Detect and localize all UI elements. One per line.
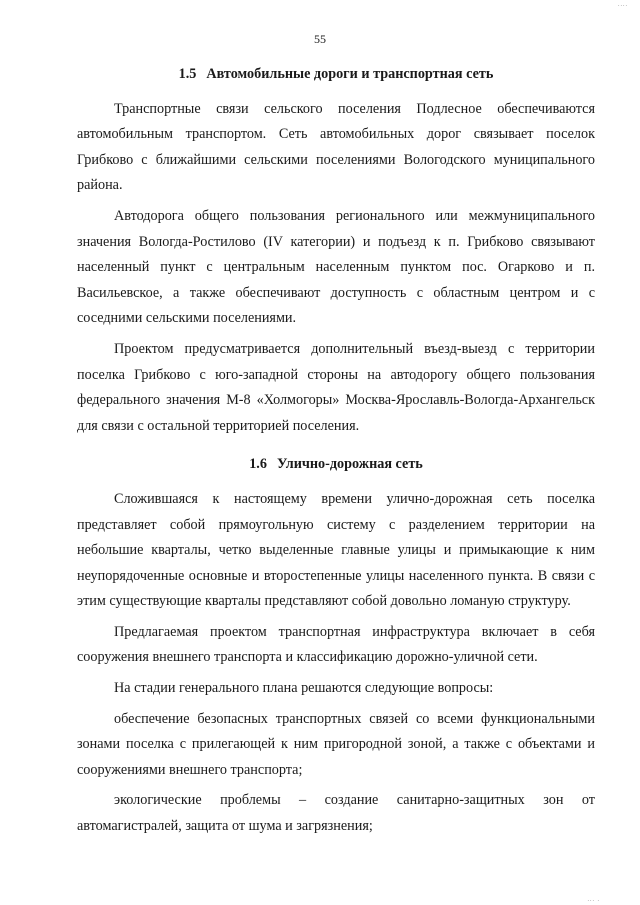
- page-content: [77, 58, 595, 840]
- paragraph: Автодорога общего пользования регионального или межмуниципального значения Вологда-Ростилово (IV категории) и подъезд к п. Грибково связывают населенный пункт с центральным населенным пунктом пос. Огарково и п. Васильевское, а также обеспечивают доступность с областным центром и с соседними сельскими поселениями.: [77, 207, 595, 327]
- section-number: 1.6: [249, 456, 267, 473]
- section-title: Автомобильные дороги и транспортная сеть: [206, 66, 494, 82]
- paragraph: Транспортные связи сельского поселения Подлесное обеспечиваются автомобильным транспортом. Сеть автомобильных дорог связывает поселок Грибково с ближайшими сельскими поселениями Вологодского муниципального района.: [77, 100, 595, 194]
- section-heading-1-6: [77, 452, 595, 478]
- paragraph: Предлагаемая проектом транспортная инфраструктура включает в себя сооружения внешнего транспорта и классификацию дорожно-уличной сети.: [77, 623, 595, 666]
- section-heading-1-5: [77, 62, 595, 88]
- section-title: Улично-дорожная сеть: [276, 456, 423, 473]
- scan-mark-bottom: ... .: [587, 897, 600, 903]
- list-paragraph: экологические проблемы – создание санитарно-защитных зон от автомагистралей, защита от шума и загрязнения;: [77, 792, 595, 835]
- page-number: 55: [314, 32, 326, 46]
- scan-mark-top: ....: [618, 2, 628, 8]
- paragraph: Проектом предусматривается дополнительный въезд-выезд с территории поселка Грибково с юго-западной стороны на автодорогу общего пользования федерального значения М-8 «Холмогоры» Москва-Ярославль-Вологда-Архангельск для связи с остальной территорией поселения.: [77, 340, 595, 434]
- section-number: 1.5: [178, 66, 197, 82]
- list-paragraph: обеспечение безопасных транспортных связей со всеми функциональными зонами поселка с прилегающей к ним пригородной зоной, а также с объектами и сооружениями внешнего транспорта;: [77, 710, 595, 778]
- paragraph: На стадии генерального плана решаются следующие вопросы:: [114, 680, 494, 697]
- paragraph: Сложившаяся к настоящему времени улично-дорожная сеть поселка представляет собой прямоугольную систему с разделением территории на небольшие кварталы, четко выделенные главные улицы и примыкающие к ним неупорядоченные основные и второстепенные улицы населенного пункта. В связи с этим существующие кварталы представляют собой довольно ломаную структуру.: [77, 490, 595, 610]
